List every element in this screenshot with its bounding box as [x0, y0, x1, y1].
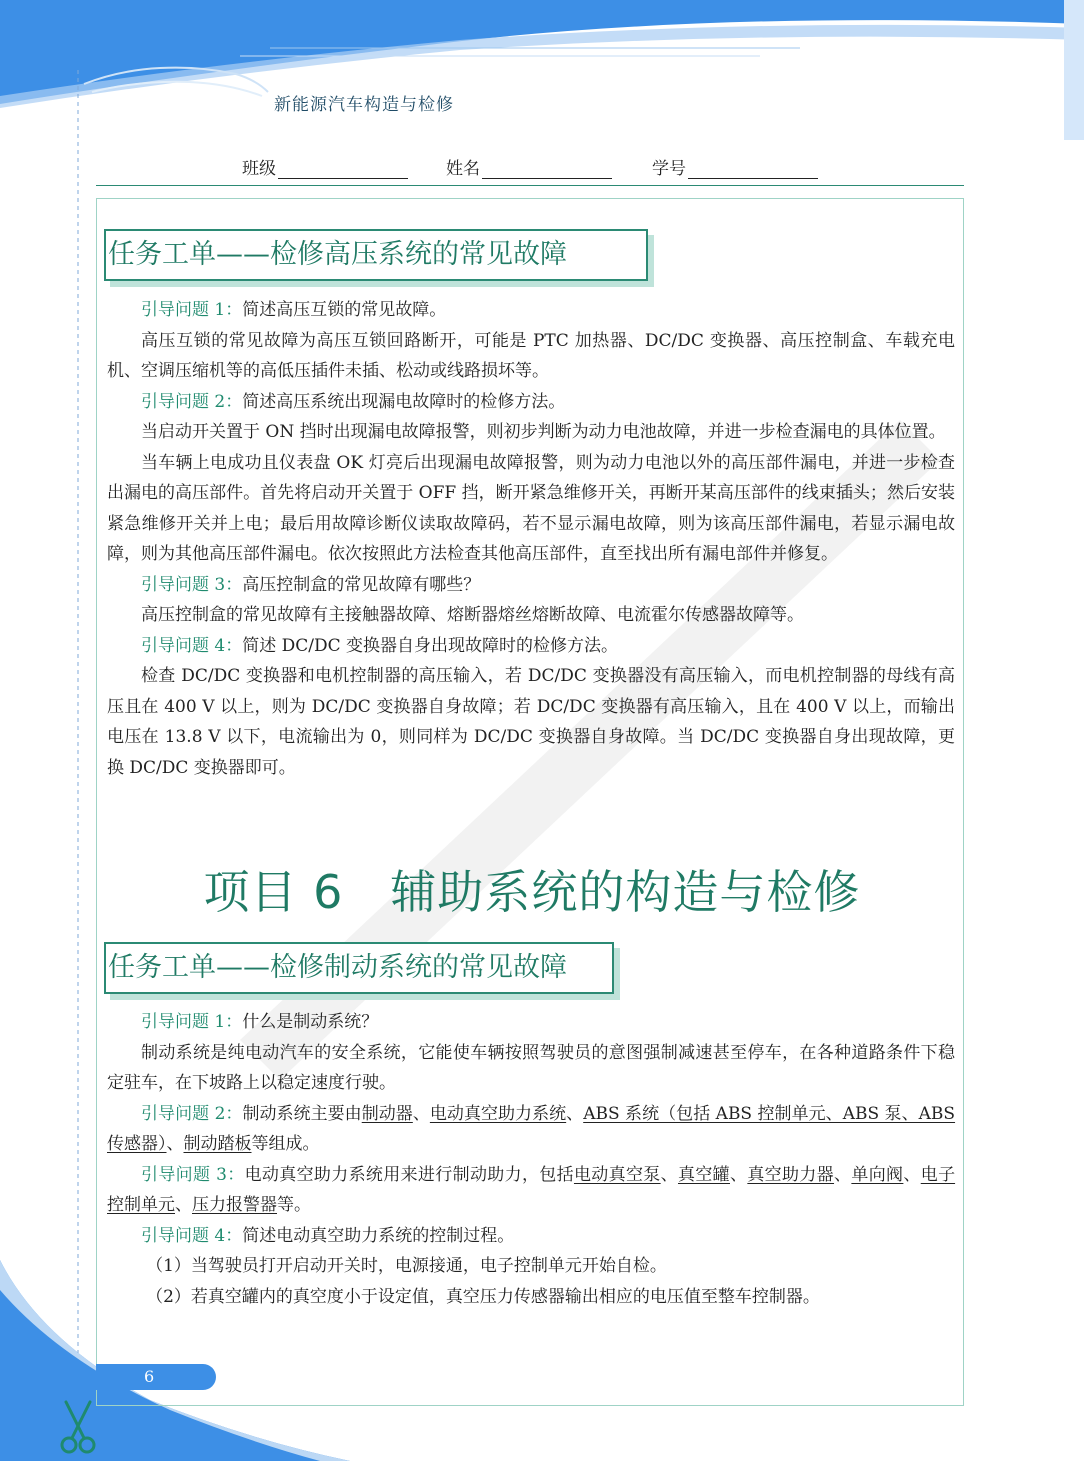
task-title-high-voltage: 任务工单——检修高压系统的常见故障: [104, 229, 648, 281]
answer-text: 高压控制盒的常见故障有主接触器故障、熔断器熔丝熔断故障、电流霍尔传感器故障等。: [141, 605, 804, 625]
question-label: 引导问题 2：: [141, 1103, 243, 1124]
separator: 、: [730, 1164, 748, 1185]
step-text: （1）当驾驶员打开启动开关时，电源接通，电子控制单元开始自检。: [146, 1256, 667, 1276]
separator: 、: [412, 1103, 430, 1124]
paragraph: [107, 1221, 955, 1252]
name-blank[interactable]: [482, 159, 612, 179]
separator: 、: [834, 1164, 852, 1185]
question-text: 简述电动真空助力系统的控制过程。: [242, 1225, 515, 1246]
question-text: 高压控制盒的常见故障有哪些？: [242, 574, 481, 595]
paragraph: [107, 387, 955, 418]
paragraph: [107, 1038, 955, 1099]
paragraph: [107, 1160, 955, 1221]
question-text: 电动真空助力系统用来进行制动助力，包括: [244, 1164, 574, 1185]
scissors-icon: [58, 1400, 98, 1456]
answer-blank: 电子控制单元: [107, 1164, 956, 1215]
question-text: 简述 DC/DC 变换器自身出现故障时的检修方法。: [242, 635, 619, 656]
paragraph: [107, 1251, 955, 1282]
answer-text: 当启动开关置于 ON 挡时出现漏电故障报警，则初步判断为动力电池故障，并进一步检查漏电的具体位置。: [141, 422, 946, 442]
answer-text: 当车辆上电成功且仪表盘 OK 灯亮后出现漏电故障报警，则为动力电池以外的高压部件漏电，并进一步检查出漏电的高压部件。首先将启动开关置于 OFF 挡，断开紧急维修开关，再断开某高压部件的线束插头；然后安装紧急维修开关并上电；最后用故障诊断仪读取故障码，若不显示漏电故障，则为该高压部件漏电，若显示漏电故障，则为其他高压部件漏电。依次按照此方法检查其他高压部件，直至找出所有漏电部件并修复。: [107, 452, 955, 564]
paragraph: [107, 1099, 955, 1160]
student-id-field[interactable]: [652, 154, 818, 179]
step-text: （2）若真空罐内的真空度小于设定值，真空压力传感器输出相应的电压值至整车控制器。: [146, 1286, 820, 1307]
class-label: 班级: [242, 159, 276, 179]
answer-text: 检查 DC/DC 变换器和电机控制器的高压输入，若 DC/DC 变换器没有高压输入，而电机控制器的母线有高压且在 400 V 以上，则为 DC/DC 变换器自身故障；若 DC/DC 变换器有高压输入，且在 400 V 以上，而输出电压在 13.8 V 以下，电流输出为 0，则同样为 DC/DC 变换器自身故障。当 DC/DC 变换器自身出现故障，更换 DC/DC 变换器即可。: [107, 666, 955, 778]
answer-text: 制动系统是纯电动汽车的安全系统，它能使车辆按照驾驶员的意图强制减速甚至停车，在各种道路条件下稳定驻车，在下坡路上以稳定速度行驶。: [107, 1042, 955, 1093]
answer-blank: 真空助力器: [747, 1164, 835, 1185]
task-title-brake-system: 任务工单——检修制动系统的常见故障: [104, 942, 614, 994]
answer-blank: ABS 系统（包括 ABS 控制单元、ABS 泵、ABS 传感器）: [107, 1103, 956, 1154]
paragraph: [107, 295, 955, 326]
question-label: 引导问题 4：: [141, 1225, 243, 1246]
separator: 、: [566, 1103, 584, 1124]
paragraph: [107, 631, 955, 662]
answer-blank: 制动器: [361, 1103, 413, 1124]
answer-blank: 真空罐: [677, 1164, 730, 1185]
paragraph: [107, 417, 955, 448]
project-title: 项目 6 辅助系统的构造与检修: [203, 865, 861, 919]
section2-body: [107, 1007, 955, 1312]
answer-blank: 单向阀: [851, 1164, 904, 1185]
question-text: 制动系统主要由: [242, 1103, 362, 1124]
question-label: 引导问题 4：: [141, 635, 243, 656]
student-info-row: [96, 152, 964, 186]
question-text: 简述高压互锁的常见故障。: [242, 300, 447, 320]
separator: 、: [903, 1164, 921, 1185]
paragraph: [107, 326, 955, 387]
answer-blank: 电动真空泵: [573, 1164, 661, 1185]
student-id-label: 学号: [652, 159, 686, 179]
separator: 、: [175, 1195, 192, 1215]
question-label: 引导问题 1：: [141, 300, 243, 320]
class-field[interactable]: [242, 154, 408, 179]
name-field[interactable]: [446, 154, 612, 179]
question-text: 什么是制动系统？: [242, 1012, 379, 1032]
page-number: 6: [96, 1364, 216, 1390]
question-label: 引导问题 2：: [141, 391, 243, 412]
class-blank[interactable]: [278, 159, 408, 179]
name-label: 姓名: [446, 159, 480, 179]
separator: 、: [660, 1164, 678, 1185]
section1-body: [107, 295, 955, 783]
paragraph: [107, 1007, 955, 1038]
question-label: 引导问题 3：: [141, 574, 243, 595]
paragraph: [107, 661, 955, 783]
answer-blank: 电动真空助力系统: [429, 1103, 567, 1124]
separator: 、: [166, 1134, 184, 1154]
question-label: 引导问题 1：: [141, 1012, 243, 1032]
answer-blank: 制动踏板: [183, 1134, 252, 1154]
paragraph: [107, 1282, 955, 1313]
question-text: 等。: [277, 1195, 311, 1215]
paragraph: [107, 600, 955, 631]
student-id-blank[interactable]: [688, 159, 818, 179]
answer-text: 高压互锁的常见故障为高压互锁回路断开，可能是 PTC 加热器、DC/DC 变换器、高压控制盒、车载充电机、空调压缩机等的高低压插件未插、松动或线路损坏等。: [107, 330, 955, 381]
paragraph: [107, 448, 955, 570]
paragraph: [107, 570, 955, 601]
answer-blank: 压力报警器: [192, 1195, 277, 1215]
question-text: 等组成。: [251, 1134, 320, 1154]
book-title: 新能源汽车构造与检修: [274, 95, 454, 115]
question-label: 引导问题 3：: [141, 1164, 245, 1185]
question-text: 简述高压系统出现漏电故障时的检修方法。: [242, 391, 566, 412]
